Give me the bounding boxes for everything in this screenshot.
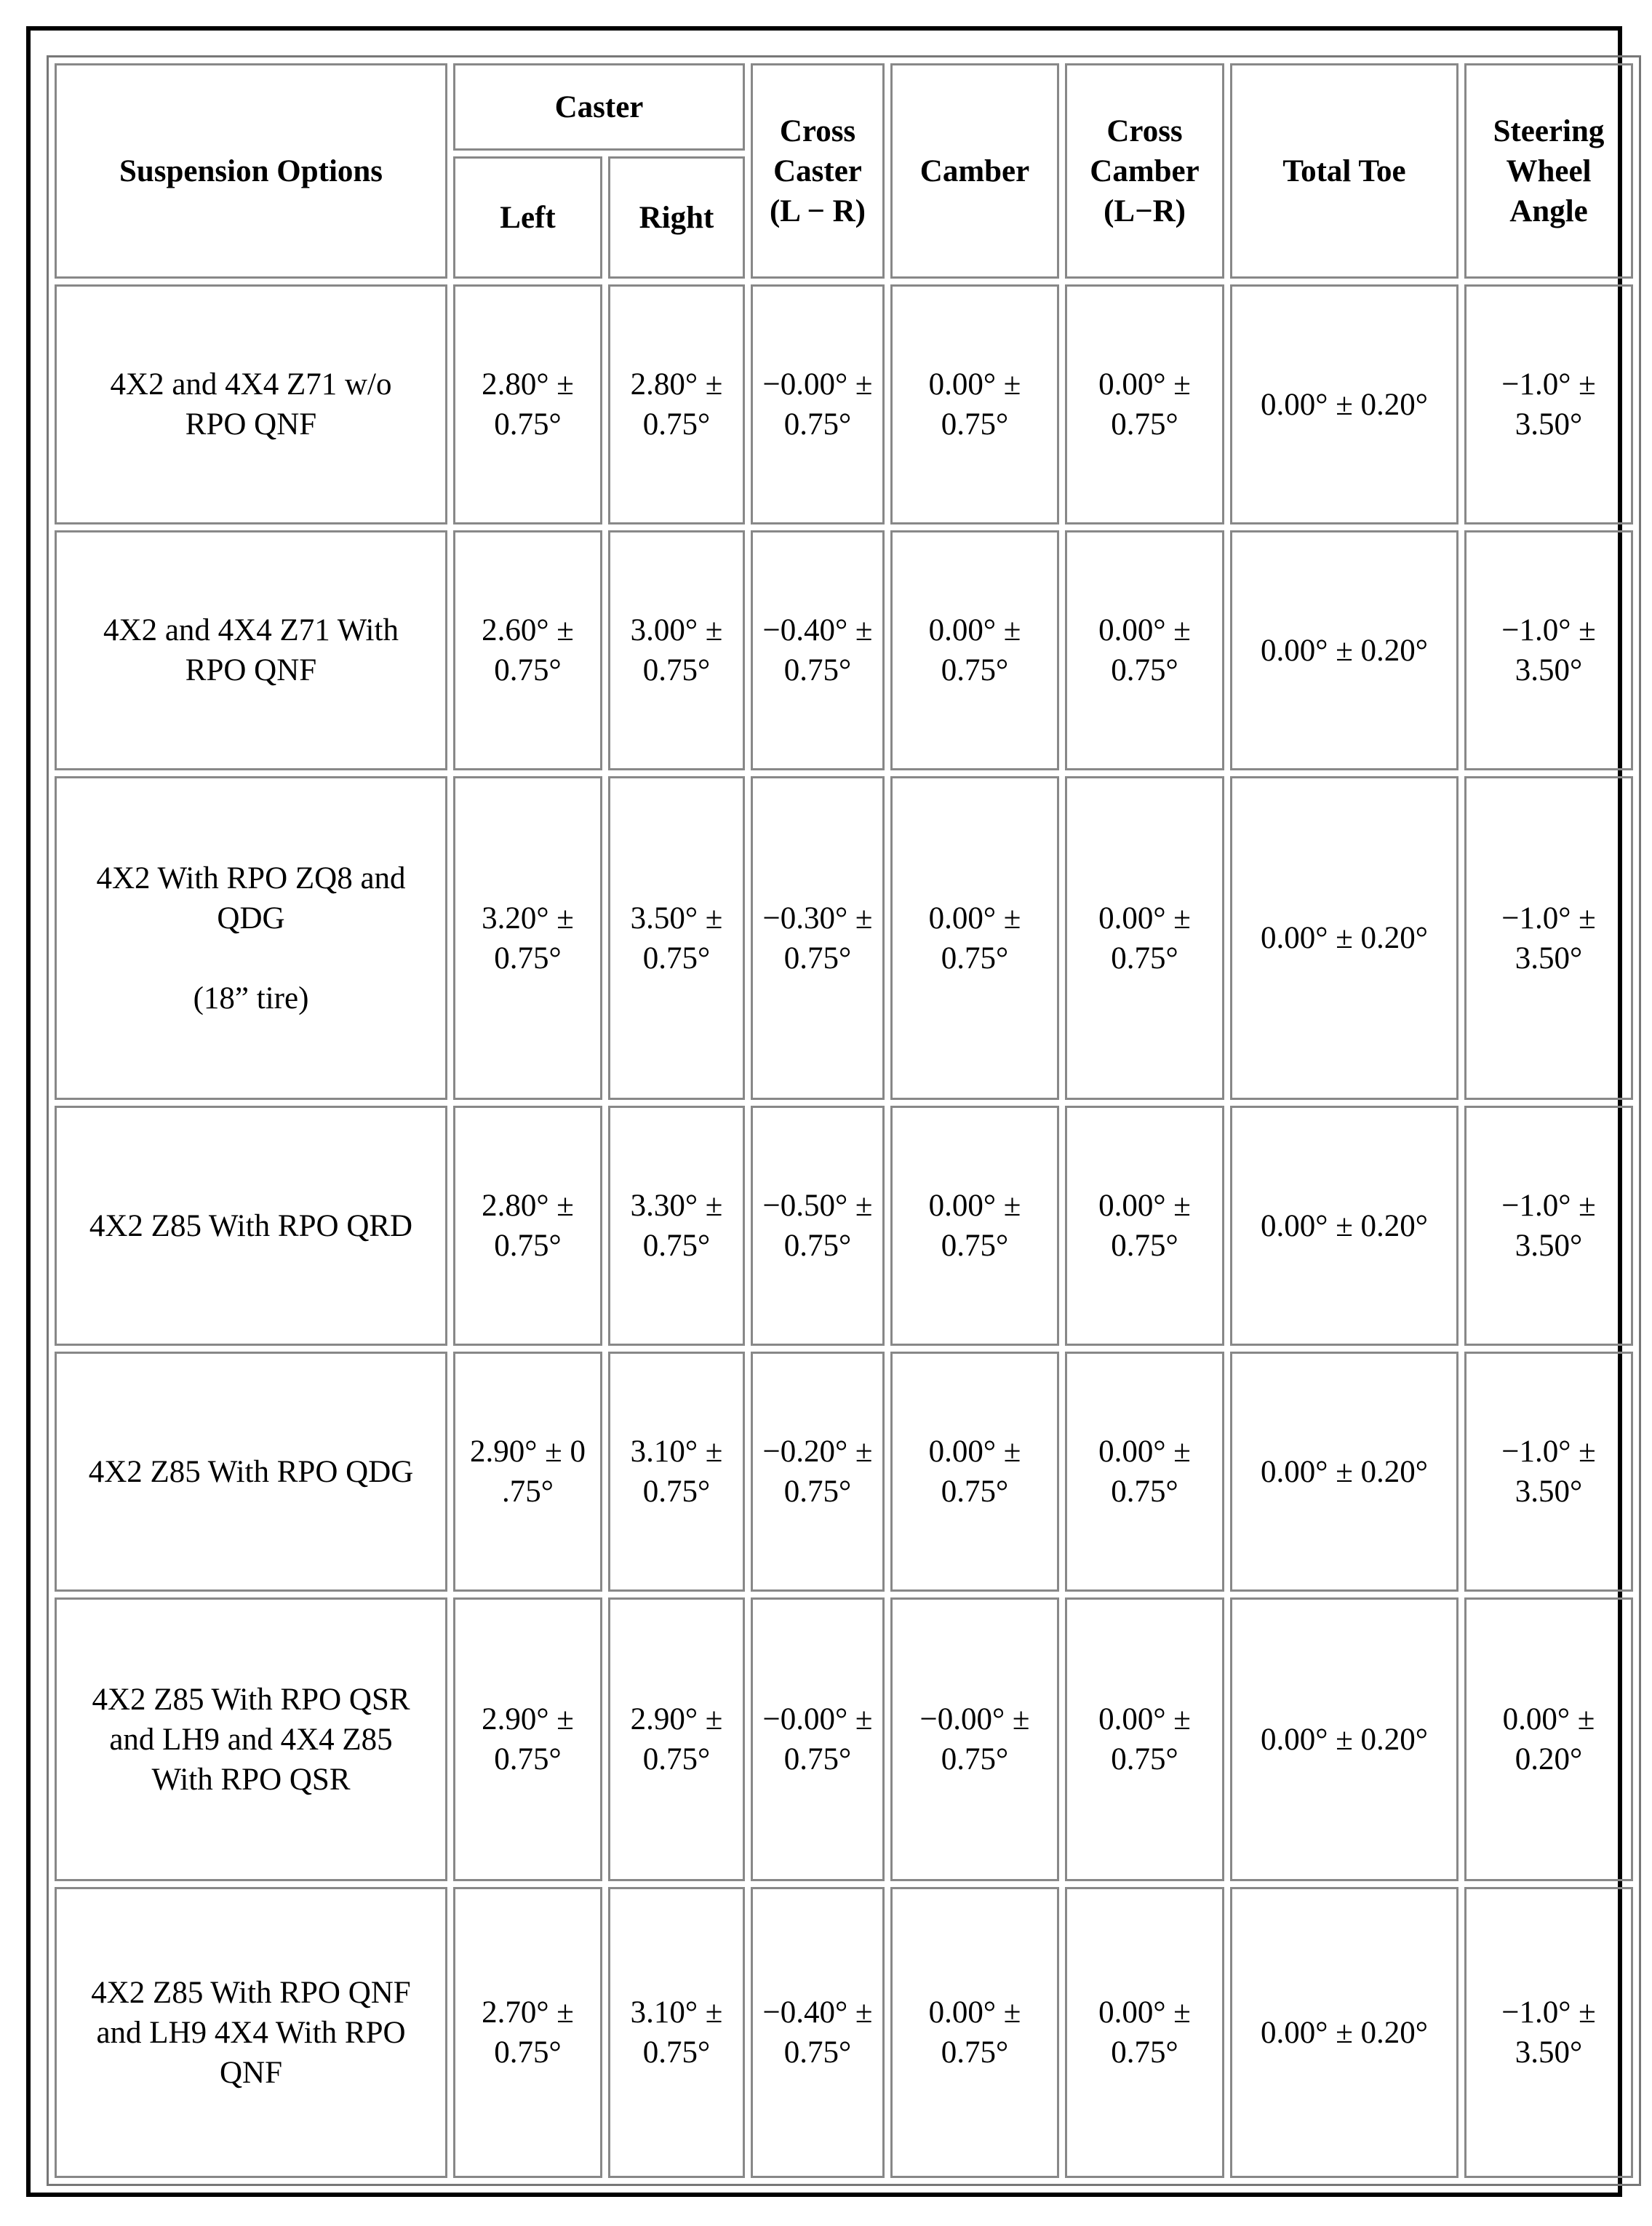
table-row [55, 1106, 1633, 1346]
caster-left-cell: 2.70° ± 0.75° [453, 1887, 602, 2178]
camber-cell [890, 1887, 1059, 2178]
option-text: 4X2 Z85 With RPO QSR and LH9 and 4X4 Z85 With RPO QSR [92, 1682, 410, 1797]
cross-caster-cell: −0.30° ± 0.75° [751, 776, 885, 1100]
steering-wheel-angle-text: −1.0° ± 3.50° [1501, 1189, 1596, 1263]
camber-text: 0.00° ± 0.75° [928, 901, 1021, 976]
cross-camber-text: 0.00° ± 0.75° [1098, 1995, 1191, 2070]
cross-camber-text: 0.00° ± 0.75° [1098, 1702, 1191, 1776]
steering-wheel-angle-cell [1464, 284, 1633, 524]
caster-left-cell: 3.20° ± 0.75° [453, 776, 602, 1100]
cross-camber-text: 0.00° ± 0.75° [1098, 367, 1191, 442]
option-text: 4X2 Z85 With RPO QNF and LH9 4X4 With RPO QNF [91, 1975, 411, 2090]
caster-left-cell: 2.90° ± 0 .75° [453, 1352, 602, 1592]
option-note: (18” tire) [193, 981, 309, 1016]
steering-wheel-angle-text: −1.0° ± 3.50° [1501, 613, 1596, 687]
cross-caster-cell: −0.00° ± 0.75° [751, 1597, 885, 1881]
total-toe-cell: 0.00° ± 0.20° [1230, 1106, 1459, 1346]
cross-camber-text: 0.00° ± 0.75° [1098, 1435, 1191, 1509]
cross-camber-text: 0.00° ± 0.75° [1098, 613, 1191, 687]
steering-wheel-angle-text: 0.00° ± 0.20° [1502, 1702, 1595, 1776]
option-text: 4X2 Z85 With RPO QRD [89, 1208, 413, 1243]
alignment-spec-table [47, 55, 1641, 2186]
cross-camber-cell [1065, 776, 1224, 1100]
steering-wheel-angle-text: −1.0° ± 3.50° [1501, 1995, 1596, 2070]
total-toe-cell: 0.00° ± 0.20° [1230, 530, 1459, 770]
caster-left-cell: 2.60° ± 0.75° [453, 530, 602, 770]
steering-wheel-angle-cell [1464, 1887, 1633, 2178]
steering-wheel-angle-cell [1464, 776, 1633, 1100]
option-cell [55, 1887, 447, 2178]
camber-cell [890, 530, 1059, 770]
header-caster-right: Right [608, 156, 745, 279]
caster-right-cell: 3.30° ± 0.75° [608, 1106, 745, 1346]
caster-right-cell: 3.10° ± 0.75° [608, 1352, 745, 1592]
camber-cell [890, 1352, 1059, 1592]
camber-text: 0.00° ± 0.75° [928, 1435, 1021, 1509]
caster-right-cell: 3.10° ± 0.75° [608, 1887, 745, 2178]
cross-camber-text: 0.00° ± 0.75° [1098, 901, 1191, 976]
header-caster-left: Left [453, 156, 602, 279]
header-cross-camber [1065, 63, 1224, 279]
steering-wheel-angle-text: −1.0° ± 3.50° [1501, 367, 1596, 442]
camber-text: 0.00° ± 0.75° [928, 1189, 1021, 1263]
option-text: 4X2 and 4X4 Z71 With RPO QNF [103, 613, 399, 687]
cross-camber-text: 0.00° ± 0.75° [1098, 1189, 1191, 1263]
caster-right-cell: 3.50° ± 0.75° [608, 776, 745, 1100]
camber-cell [890, 1106, 1059, 1346]
cross-camber-cell [1065, 1106, 1224, 1346]
table-row [55, 776, 1633, 1100]
caster-left-cell: 2.80° ± 0.75° [453, 1106, 602, 1346]
cross-camber-cell [1065, 1352, 1224, 1592]
total-toe-cell: 0.00° ± 0.20° [1230, 1597, 1459, 1881]
table-row [55, 284, 1633, 524]
table-row [55, 530, 1633, 770]
cross-caster-cell: −0.50° ± 0.75° [751, 1106, 885, 1346]
option-cell [55, 776, 447, 1100]
steering-wheel-angle-cell [1464, 1597, 1633, 1881]
cross-camber-cell [1065, 284, 1224, 524]
header-total-toe: Total Toe [1230, 63, 1459, 279]
total-toe-cell: 0.00° ± 0.20° [1230, 284, 1459, 524]
steering-wheel-angle-cell [1464, 1106, 1633, 1346]
total-toe-cell: 0.00° ± 0.20° [1230, 1887, 1459, 2178]
option-text: 4X2 Z85 With RPO QDG [88, 1454, 414, 1489]
camber-text: 0.00° ± 0.75° [928, 613, 1021, 687]
caster-right-cell: 2.90° ± 0.75° [608, 1597, 745, 1881]
cross-camber-cell [1065, 530, 1224, 770]
camber-text: 0.00° ± 0.75° [928, 367, 1021, 442]
option-cell [55, 1597, 447, 1881]
caster-left-cell: 2.90° ± 0.75° [453, 1597, 602, 1881]
header-cross-camber-text: Cross Camber (L−R) [1090, 113, 1200, 228]
cross-camber-cell [1065, 1887, 1224, 2178]
option-cell [55, 1352, 447, 1592]
steering-wheel-angle-cell [1464, 530, 1633, 770]
total-toe-cell: 0.00° ± 0.20° [1230, 1352, 1459, 1592]
option-text: 4X2 and 4X4 Z71 w/o RPO QNF [110, 367, 392, 442]
option-cell [55, 1106, 447, 1346]
steering-wheel-angle-cell [1464, 1352, 1633, 1592]
cross-caster-cell: −0.00° ± 0.75° [751, 284, 885, 524]
table-row [55, 1887, 1633, 2178]
camber-cell [890, 776, 1059, 1100]
caster-right-cell: 2.80° ± 0.75° [608, 284, 745, 524]
header-cross-caster-text: Cross Caster (L − R) [769, 113, 866, 228]
cross-camber-cell [1065, 1597, 1224, 1881]
caster-left-cell: 2.80° ± 0.75° [453, 284, 602, 524]
header-steering-wheel-angle-text: Steering Wheel Angle [1493, 113, 1605, 228]
steering-wheel-angle-text: −1.0° ± 3.50° [1501, 1435, 1596, 1509]
header-steering-wheel-angle [1464, 63, 1633, 279]
header-camber: Camber [890, 63, 1059, 279]
camber-cell [890, 1597, 1059, 1881]
cross-caster-cell: −0.20° ± 0.75° [751, 1352, 885, 1592]
page-border [26, 26, 1622, 2197]
cross-caster-cell: −0.40° ± 0.75° [751, 1887, 885, 2178]
camber-cell [890, 284, 1059, 524]
camber-text: 0.00° ± 0.75° [928, 1995, 1021, 2070]
option-cell [55, 284, 447, 524]
option-cell [55, 530, 447, 770]
total-toe-cell: 0.00° ± 0.20° [1230, 776, 1459, 1100]
header-caster: Caster [453, 63, 745, 151]
caster-right-cell: 3.00° ± 0.75° [608, 530, 745, 770]
camber-text: −0.00° ± 0.75° [919, 1702, 1030, 1776]
steering-wheel-angle-text: −1.0° ± 3.50° [1501, 901, 1596, 976]
header-cross-caster [751, 63, 885, 279]
table-row [55, 1352, 1633, 1592]
cross-caster-cell: −0.40° ± 0.75° [751, 530, 885, 770]
table-row [55, 1597, 1633, 1881]
header-suspension-options: Suspension Options [55, 63, 447, 279]
option-text: 4X2 With RPO ZQ8 and QDG [96, 861, 406, 936]
